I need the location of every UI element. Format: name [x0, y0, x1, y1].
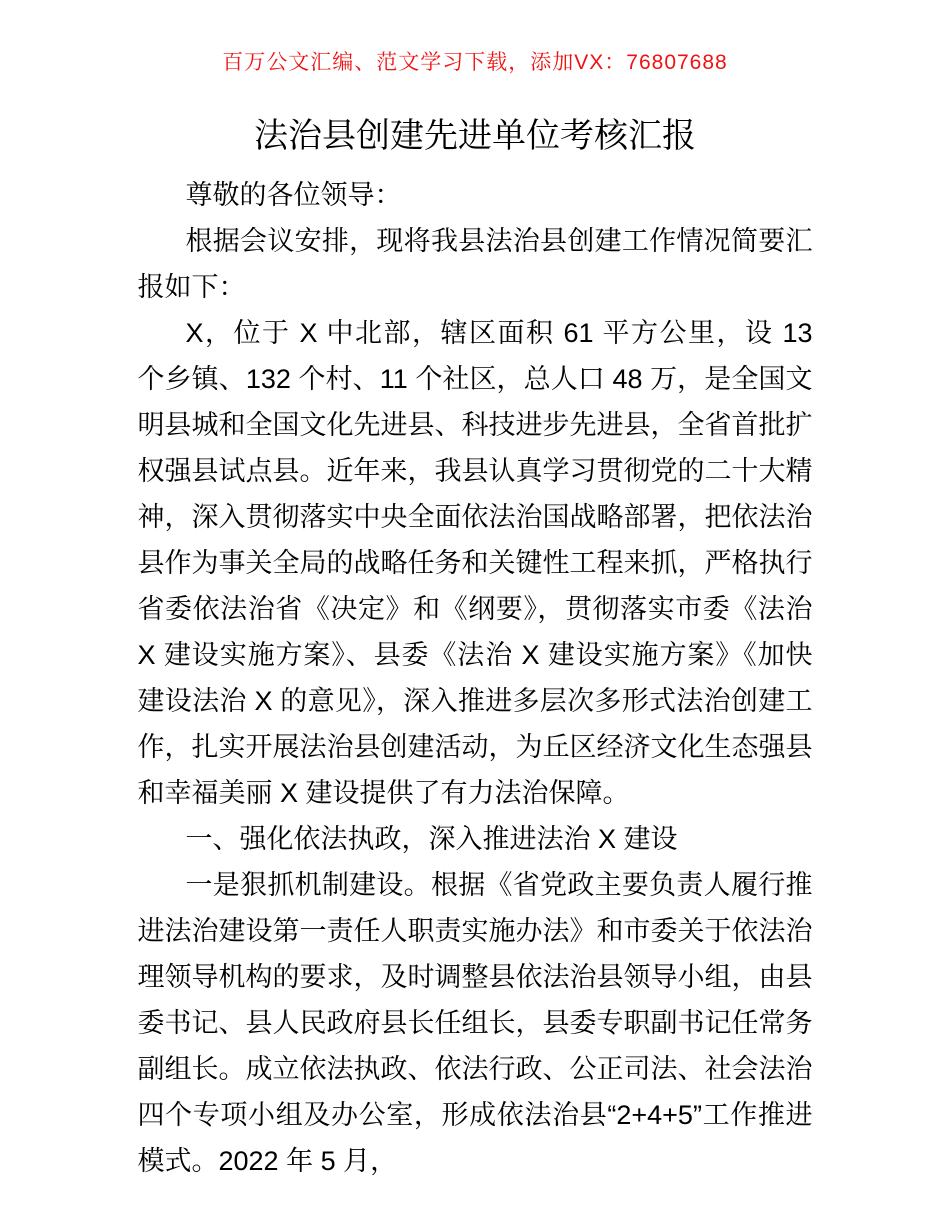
document-body — [138, 172, 813, 1184]
document-title: 法治县创建先进单位考核汇报 — [254, 117, 696, 155]
overview-paragraph: X，位于 X 中北部，辖区面积 61 平方公里，设 13 个乡镇、132 个村、11 个社区，总人口 48 万，是全国文明县城和全国文化先进县、科技进步先进县，全省首批扩权强县试点县。近年来，我县认真学习贯彻党的二十大精神，深入贯彻落实中央全面依法治国战略部署，把依法治县作为事关全局的战略任务和关键性工程来抓，严格执行省委依法治省《决定》和《纲要》，贯彻落实市委《法治 X 建设实施方案》、县委《法治 X 建设实施方案》《加快建设法治 X 的意见》，深入推进多层次多形式法治创建工作，扎实开展法治县创建活动，为丘区经济文化生态强县和幸福美丽 X 建设提供了有力法治保障。 — [137, 318, 813, 808]
section-heading: 一、强化依法执政，深入推进法治 X 建设 — [185, 824, 678, 854]
intro-paragraph: 根据会议安排，现将我县法治县创建工作情况简要汇报如下： — [137, 226, 813, 302]
body-paragraph: 一是狠抓机制建设。根据《省党政主要负责人履行推进法治建设第一责任人职责实施办法》和市委关于依法治理领导机构的要求，及时调整县依法治县领导小组，由县委书记、县人民政府县长任组长，县委专职副书记任常务副组长。成立依法执政、依法行政、公正司法、社会法治四个专项小组及办公室，形成依法治县“2+4+5”工作推进模式。2022 年 5 月， — [137, 870, 813, 1176]
salutation-paragraph: 尊敬的各位领导： — [185, 180, 402, 210]
watermark-text: 百万公文汇编、范文学习下载，添加VX：76807688 — [222, 51, 728, 74]
